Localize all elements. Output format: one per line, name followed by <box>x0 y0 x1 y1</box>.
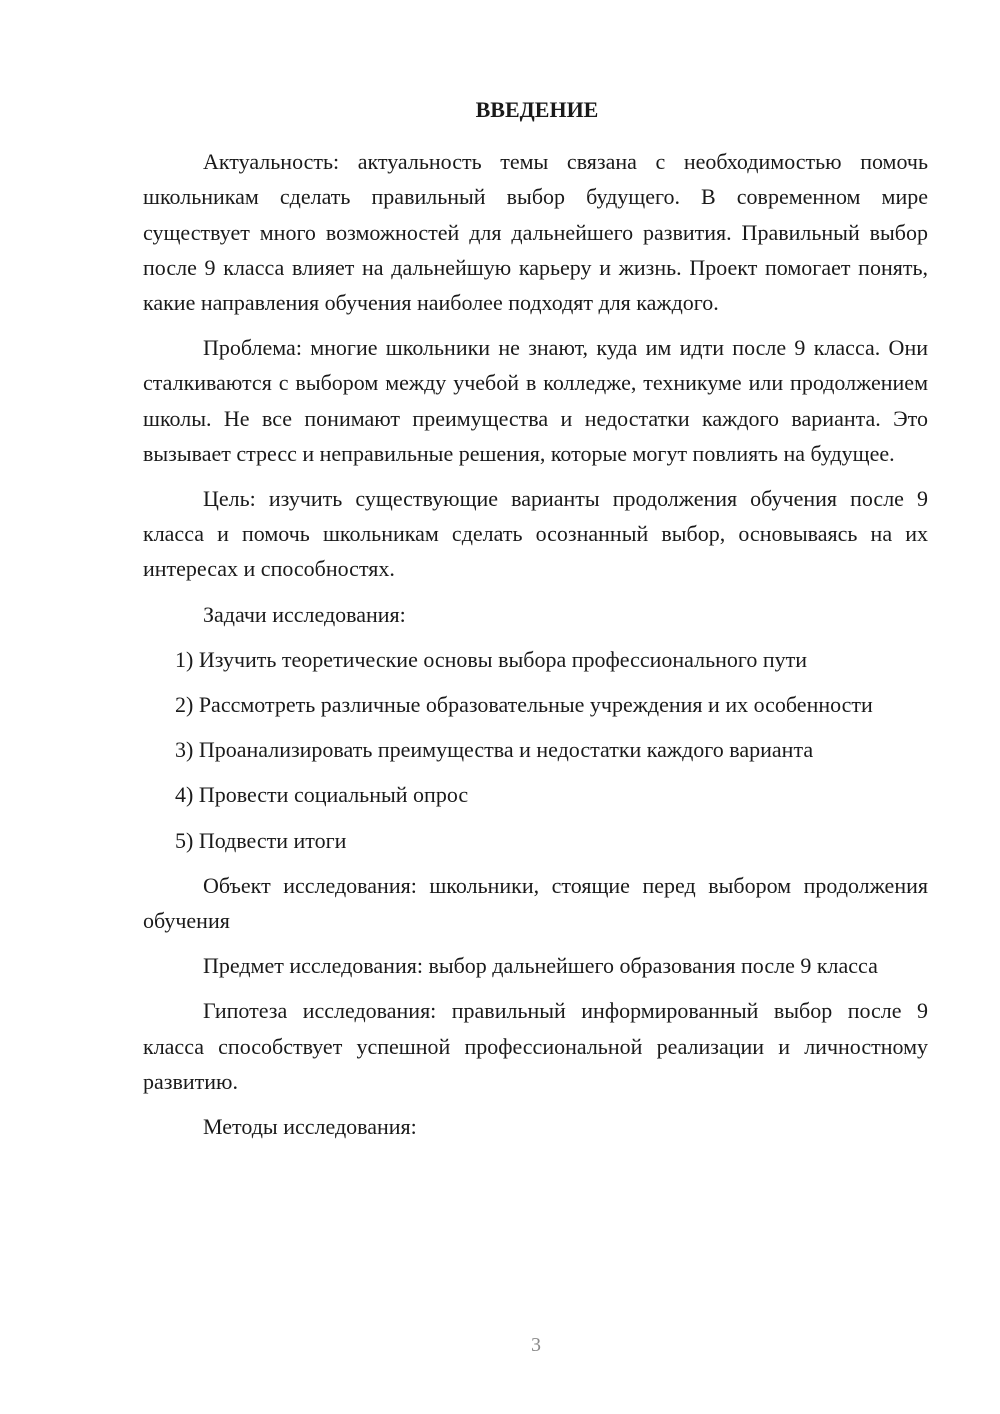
task-item-3: 3) Проанализировать преимущества и недостатки каждого варианта <box>175 737 814 763</box>
task-item-1: 1) Изучить теоретические основы выбора профессионального пути <box>175 646 808 672</box>
paragraph-tasks-heading: Задачи исследования: <box>203 601 406 627</box>
paragraph-object: Объект исследования: школьники, стоящие перед выбором продолжения обучения <box>143 872 928 934</box>
paragraph-hypothesis: Гипотеза исследования: правильный информированный выбор после 9 класса способствует успешной профессиональной реализации и личностному развитию. <box>143 998 928 1094</box>
page-title: ВВЕДЕНИЕ <box>475 97 599 122</box>
paragraph-relevance: Актуальность: актуальность темы связана с необходимостью помочь школьникам сделать правильный выбор будущего. В современном мире существует много возможностей для дальнейшего развития. Правильный выбор после 9 класса влияет на дальнейшую карьеру и жизнь. Проект помогает понять, какие направления обучения наиболее подходят для каждого. <box>143 149 928 316</box>
task-item-2: 2) Рассмотреть различные образовательные учреждения и их особенности <box>175 692 873 718</box>
paragraph-methods: Методы исследования: <box>203 1114 417 1140</box>
paragraph-subject: Предмет исследования: выбор дальнейшего образования после 9 класса <box>203 953 878 979</box>
task-item-4: 4) Провести социальный опрос <box>175 782 469 808</box>
page-number: 3 <box>531 1334 541 1356</box>
task-item-5: 5) Подвести итоги <box>175 827 347 853</box>
document-page <box>143 92 928 1154</box>
paragraph-goal: Цель: изучить существующие варианты продолжения обучения после 9 класса и помочь школьникам сделать осознанный выбор, основываясь на их интересах и способностях. <box>143 486 928 582</box>
paragraph-problem: Проблема: многие школьники не знают, куда им идти после 9 класса. Они сталкиваются с выбором между учебой в колледже, техникуме или продолжением школы. Не все понимают преимущества и недостатки каждого варианта. Это вызывает стресс и неправильные решения, которые могут повлиять на будущее. <box>143 335 928 466</box>
